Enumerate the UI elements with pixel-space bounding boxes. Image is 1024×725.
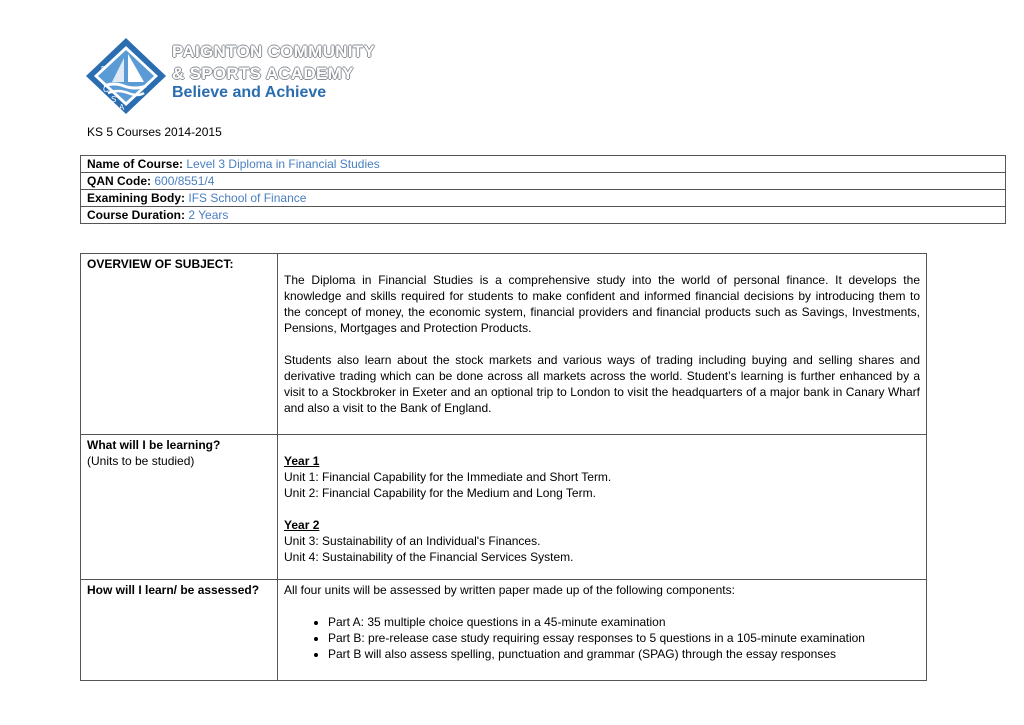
course-duration-label: Course Duration: — [87, 208, 186, 222]
document-title: KS 5 Courses 2014-2015 — [87, 125, 222, 139]
assessment-row — [81, 580, 927, 681]
assessment-bullet: • Part A: 35 multiple choice questions in a 45-minute examination — [328, 614, 920, 630]
sailboat-logo-icon — [84, 36, 168, 116]
seal-letter-s: S — [111, 95, 117, 104]
learning-subheading: (Units to be studied) — [87, 454, 195, 468]
school-tagline: Believe and Achieve — [172, 84, 327, 101]
seal-letter-c: C — [103, 85, 109, 94]
examining-body-label: Examining Body: — [87, 191, 186, 205]
assessment-list — [284, 614, 920, 662]
course-duration-value: 2 Years — [188, 208, 229, 222]
course-name-label: Name of Course: — [87, 157, 184, 171]
year-1-unit: Unit 1: Financial Capability for the Immediate and Short Term. — [284, 470, 612, 484]
course-details-table — [80, 253, 927, 681]
seal-letter-a: A — [119, 103, 125, 112]
overview-paragraph-2: Students also learn about the stock markets and various ways of trading including buying and selling shares and derivative trading which can be done across all markets across the world. Student’s learning is further enhanced by a visit to a Stockbroker in Exeter and an optional trip to London to visit the headquarters of a major bank in Canary Wharf and also a visit to the Bank of England. — [284, 353, 920, 415]
assessment-intro: All four units will be assessed by written paper made up of the following components: — [284, 583, 735, 597]
school-name-line2: & SPORTS ACADEMY — [172, 64, 354, 83]
year-2-unit: Unit 4: Sustainability of the Financial Services System. — [284, 550, 574, 564]
year-1-unit: Unit 2: Financial Capability for the Medium and Long Term. — [284, 486, 596, 500]
learning-row — [81, 435, 927, 580]
qan-code-row — [81, 173, 1006, 190]
year-2-heading: Year 2 — [284, 518, 320, 532]
course-name-value: Level 3 Diploma in Financial Studies — [186, 157, 380, 171]
school-logo — [84, 36, 384, 116]
course-info-table — [80, 155, 1006, 224]
assessment-bullet: • Part B will also assess spelling, punctuation and grammar (SPAG) through the essay responses — [328, 646, 920, 662]
examining-body-value: IFS School of Finance — [188, 191, 307, 205]
year-2-unit: Unit 3: Sustainability of an Individual's Finances. — [284, 534, 541, 548]
qan-code-label: QAN Code: — [87, 174, 151, 188]
qan-code-value: 600/8551/4 — [154, 174, 215, 188]
assessment-heading: How will I learn/ be assessed? — [87, 583, 260, 597]
examining-body-row — [81, 190, 1006, 207]
assessment-bullet: • Part B: pre-release case study requiring essay responses to 5 questions in a 105-minute examination — [328, 630, 920, 646]
course-name-row — [81, 156, 1006, 173]
overview-paragraph-1: The Diploma in Financial Studies is a comprehensive study into the world of personal finance. It develops the knowledge and skills required for students to make confident and informed financial decisions by introducing them to the concept of money, the economic system, financial providers and financial products such as Savings, Investments, Pensions, Mortgages and Protection Products. — [284, 273, 920, 335]
seal-letter-p: P — [101, 65, 107, 74]
school-name-line1: PAIGNTON COMMUNITY — [172, 42, 376, 61]
learning-heading: What will I be learning? — [87, 438, 221, 452]
year-1-heading: Year 1 — [284, 454, 320, 468]
course-duration-row — [81, 207, 1006, 224]
overview-row — [81, 254, 927, 435]
overview-heading: OVERVIEW OF SUBJECT: — [87, 257, 234, 271]
